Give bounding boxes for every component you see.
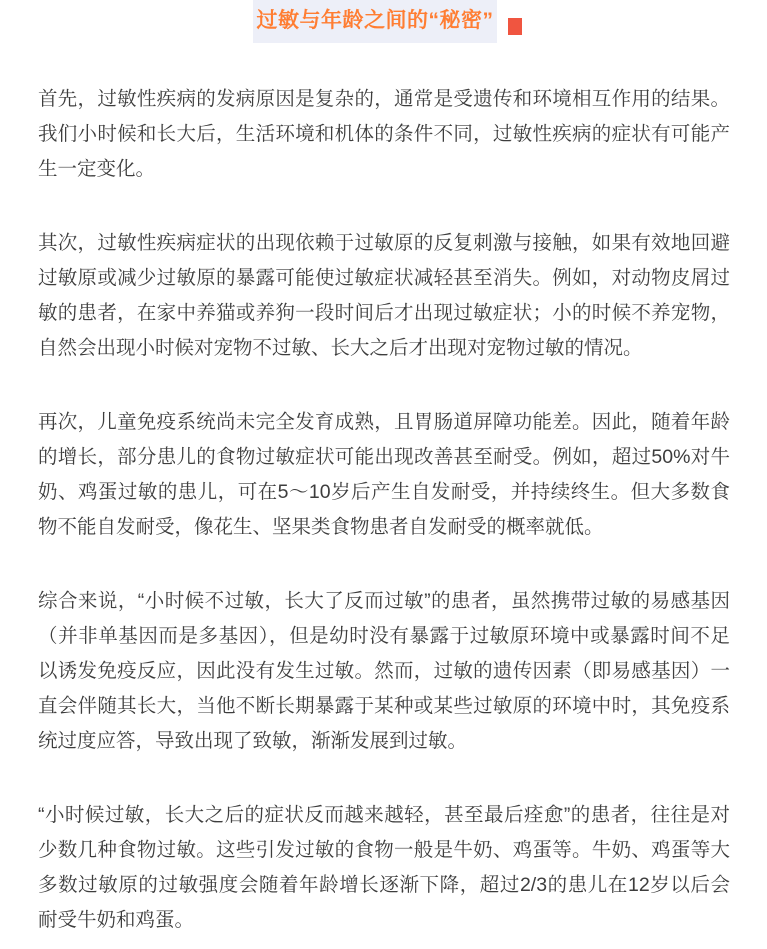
paragraph: 其次，过敏性疾病症状的出现依赖于过敏原的反复刺激与接触，如果有效地回避过敏原或减少过敏原的暴露可能使过敏症状减轻甚至消失。例如，对动物皮屑过敏的患者，在家中养猫或养狗一段时间后才出现过敏症状；小的时候不养宠物，自然会出现小时候对宠物不过敏、长大之后才出现对宠物过敏的情况。 [38, 232, 730, 359]
paragraph: 首先，过敏性疾病的发病原因是复杂的，通常是受遗传和环境相互作用的结果。我们小时候和长大后，生活环境和机体的条件不同，过敏性疾病的症状有可能产生一定变化。 [38, 88, 730, 180]
paragraph: “小时候过敏，长大之后的症状反而越来越轻，甚至最后痊愈”的患者，往往是对少数几种食物过敏。这些引发过敏的食物一般是牛奶、鸡蛋等。牛奶、鸡蛋等大多数过敏原的过敏强度会随着年龄增长逐渐下降，超过2/3的患儿在12岁以后会耐受牛奶和鸡蛋。 [38, 804, 730, 931]
paragraph: 综合来说，“小时候不过敏，长大了反而过敏”的患者，虽然携带过敏的易感基因（并非单基因而是多基因），但是幼时没有暴露于过敏原环境中或暴露时间不足以诱发免疫反应，因此没有发生过敏。然而，过敏的遗传因素（即易感基因）一直会伴随其长大，当他不断长期暴露于某种或某些过敏原的环境中时，其免疫系统过度应答，导致出现了致敏，渐渐发展到过敏。 [38, 590, 730, 752]
paragraph: 再次，儿童免疫系统尚未完全发育成熟，且胃肠道屏障功能差。因此，随着年龄的增长，部分患儿的食物过敏症状可能出现改善甚至耐受。例如，超过50%对牛奶、鸡蛋过敏的患儿，可在5～10岁后产生自发耐受，并持续终生。但大多数食物不能自发耐受，像花生、坚果类食物患者自发耐受的概率就低。 [38, 411, 730, 538]
article-body [0, 43, 767, 938]
title-badge [253, 0, 497, 43]
page-title: 过敏与年龄之间的“秘密” [256, 9, 494, 32]
article-header [0, 0, 767, 43]
accent-square-decoration [508, 18, 522, 35]
